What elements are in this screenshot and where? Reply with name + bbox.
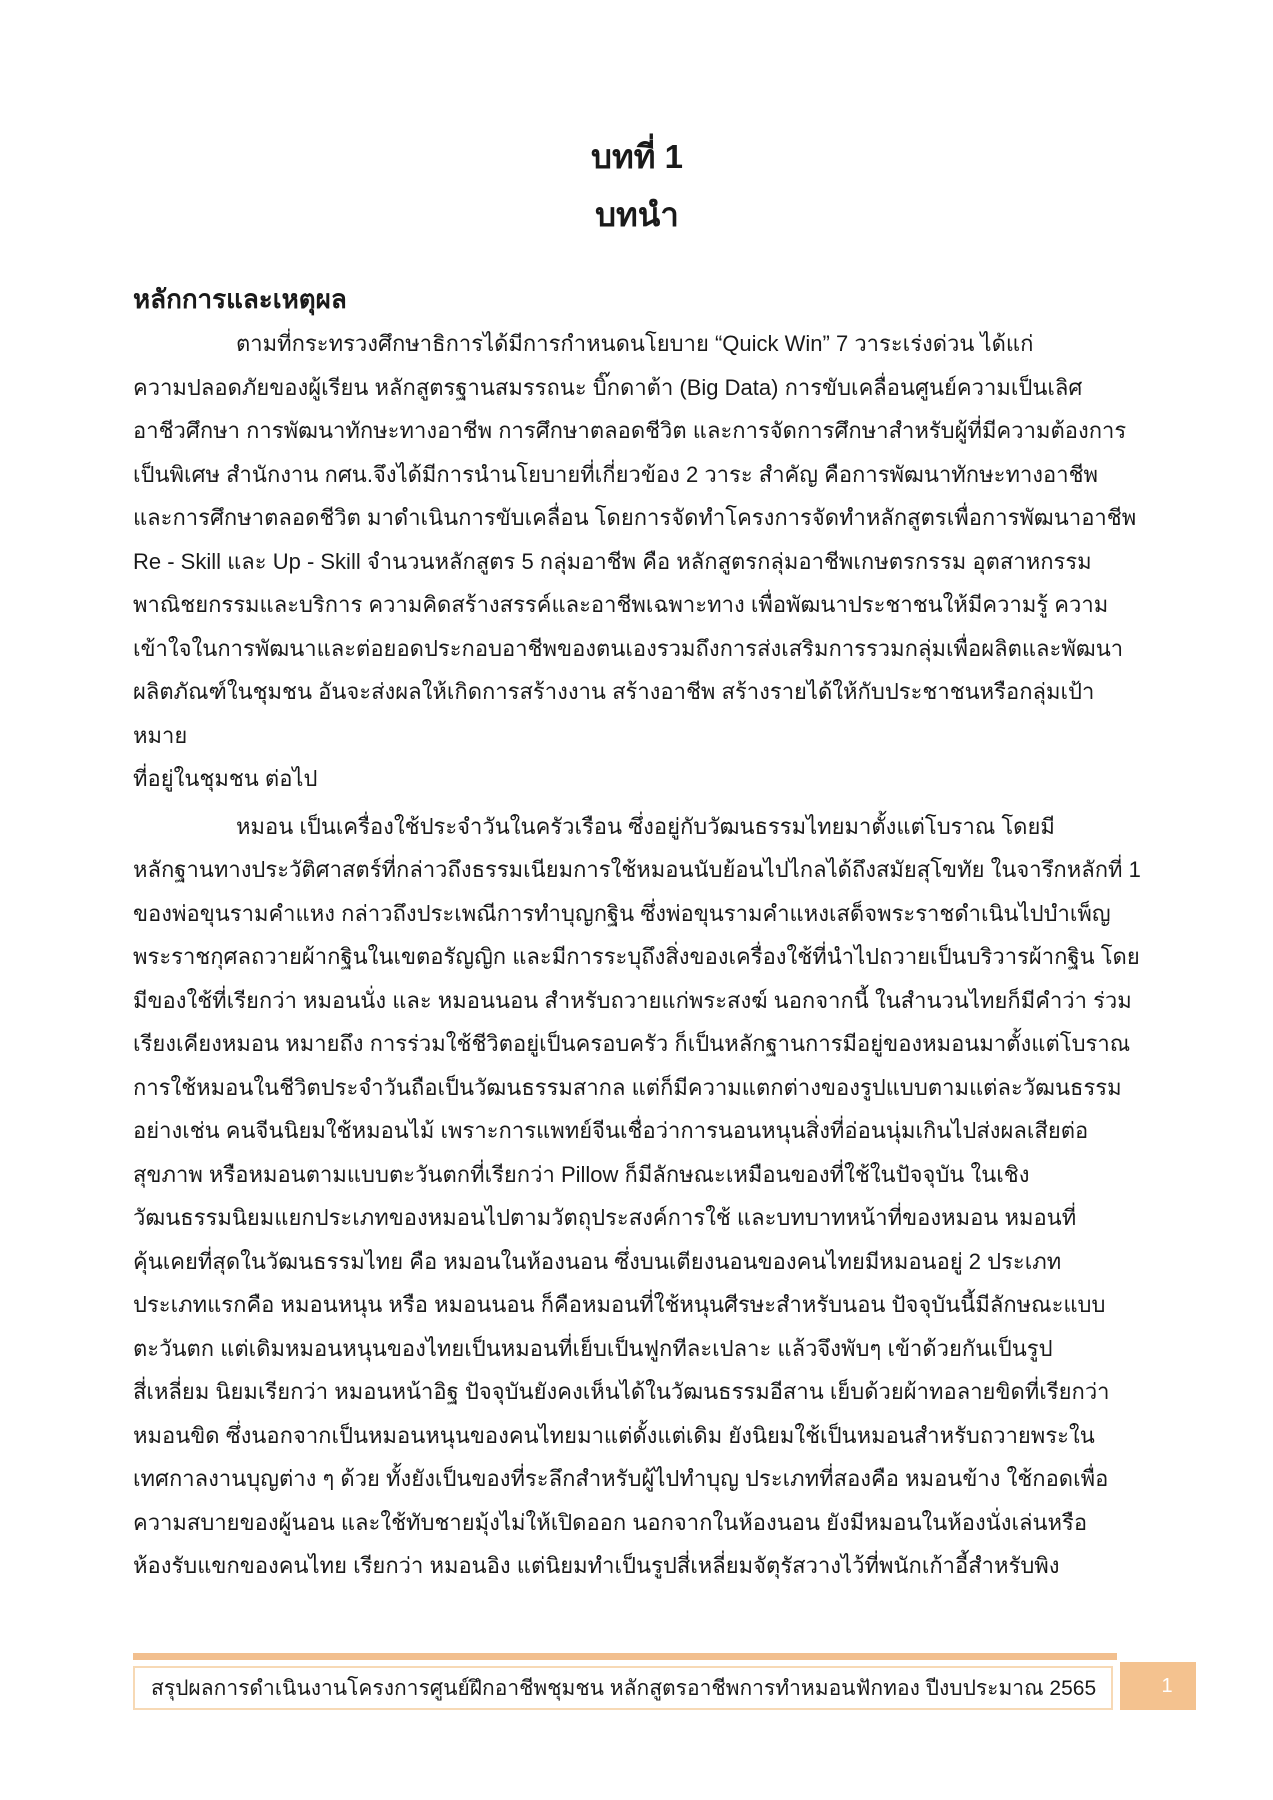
- text-line: อย่างเช่น คนจีนนิยมใช้หมอนไม้ เพราะการแพทย์จีนเชื่อว่าการนอนหนุนสิ่งที่อ่อนนุ่มเกินไปส่งผลเสียต่อ: [133, 1118, 1089, 1143]
- text-line: ที่อยู่ในชุมชน ต่อไป: [133, 766, 318, 791]
- text-line: ห้องรับแขกของคนไทย เรียกว่า หมอนอิง แต่นิยมทำเป็นรูปสี่เหลี่ยมจัตุรัสวางไว้ที่พนักเก้าอี้สำหรับพิง: [133, 1553, 1060, 1578]
- page-number-badge: [1120, 1662, 1196, 1710]
- text-line: สุขภาพ หรือหมอนตามแบบตะวันตกที่เรียกว่า Pillow ก็มีลักษณะเหมือนของที่ใช้ในปัจจุบัน ในเชิง: [133, 1161, 1030, 1187]
- text-line: เทศกาลงานบุญต่าง ๆ ด้วย ทั้งยังเป็นของที่ระลึกสำหรับผู้ไปทำบุญ ประเภทที่สองคือ หมอนข้าง ใช้กอดเพื่อ: [133, 1466, 1109, 1491]
- text-line: เรียงเคียงหมอน หมายถึง การร่วมใช้ชีวิตอยู่เป็นครอบครัว ก็เป็นหลักฐานการมีอยู่ของหมอนมาตั้งแต่โบราณ: [133, 1031, 1131, 1056]
- text-line: ความสบายของผู้นอน และใช้ทับชายมุ้งไม่ให้เปิดออก นอกจากในห้องนอน ยังมีหมอนในห้องนั่งเล่นหรือ: [133, 1509, 1088, 1535]
- footer-divider-bar: [133, 1653, 1117, 1660]
- text-line: เป็นพิเศษ สำนักงาน กศน.จึงได้มีการนำนโยบายที่เกี่ยวข้อง 2 วาระ สำคัญ คือการพัฒนาทักษะทางอาชีพ: [133, 461, 1099, 487]
- text-line: ประเภทแรกคือ หมอนหนุน หรือ หมอนนอน ก็คือหมอนที่ใช้หนุนศีรษะสำหรับนอน ปัจจุบันนี้มีลักษณะแบบ: [133, 1292, 1106, 1317]
- chapter-title: บทที่ 1: [591, 138, 683, 175]
- text-line: และการศึกษาตลอดชีวิต มาดำเนินการขับเคลื่อน โดยการจัดทำโครงการจัดทำหลักสูตรเพื่อการพัฒนาอาชีพ: [133, 505, 1137, 530]
- text-line: สี่เหลี่ยม นิยมเรียกว่า หมอนหน้าอิฐ ปัจจุบันยังคงเห็นได้ในวัฒนธรรมอีสาน เย็บด้วยผ้าทอลายขิดที่เรียกว่า: [133, 1379, 1110, 1404]
- text-line: พระราชกุศลถวายผ้ากฐินในเขตอรัญญิก และมีการระบุถึงสิ่งของเครื่องใช้ที่นำไปถวายเป็นบริวารผ้ากฐิน โดย: [133, 944, 1140, 969]
- text-line: อาชีวศึกษา การพัฒนาทักษะทางอาชีพ การศึกษาตลอดชีวิต และการจัดการศึกษาสำหรับผู้ที่มีความต้องการ: [133, 418, 1127, 443]
- text-line: ความปลอดภัยของผู้เรียน หลักสูตรฐานสมรรถนะ บิ๊กดาต้า (Big Data) การขับเคลื่อนศูนย์ความเป็นเลิศ: [133, 374, 1083, 400]
- text-line: ตะวันตก แต่เดิมหมอนหนุนของไทยเป็นหมอนที่เย็บเป็นฟูกทีละเปลาะ แล้วจึงพับๆ เข้าด้วยกันเป็นรูป: [133, 1335, 1053, 1361]
- text-line: คุ้นเคยที่สุดในวัฒนธรรมไทย คือ หมอนในห้องนอน ซึ่งบนเตียงนอนของคนไทยมีหมอนอยู่ 2 ประเภท: [133, 1248, 1062, 1274]
- text-line: เข้าใจในการพัฒนาและต่อยอดประกอบอาชีพของตนเองรวมถึงการส่งเสริมการรวมกลุ่มเพื่อผลิตและพัฒนา: [133, 635, 1124, 661]
- text-line: ของพ่อขุนรามคำแหง กล่าวถึงประเพณีการทำบุญกฐิน ซึ่งพ่อขุนรามคำแหงเสด็จพระราชดำเนินไปบำเพ็ญ: [133, 900, 1111, 926]
- paragraph-pillow-history: [133, 805, 1141, 1588]
- section-heading: หลักการและเหตุผล: [133, 284, 347, 314]
- footer-box: [133, 1666, 1113, 1710]
- page-content: [133, 128, 1141, 1588]
- footer-text: สรุปผลการดำเนินงานโครงการศูนย์ฝึกอาชีพชุมชน หลักสูตรอาชีพการทำหมอนฟักทอง ปีงบประมาณ 2565: [151, 1676, 1097, 1700]
- text-line: ผลิตภัณฑ์ในชุมชน อันจะส่งผลให้เกิดการสร้างงาน สร้างอาชีพ สร้างรายได้ให้กับประชาชนหรือกลุ่มเป้าหมาย: [133, 679, 1095, 748]
- text-line: การใช้หมอนในชีวิตประจำวันถือเป็นวัฒนธรรมสากล แต่ก็มีความแตกต่างของรูปแบบตามแต่ละวัฒนธรรม: [133, 1074, 1122, 1100]
- text-line: หมอน เป็นเครื่องใช้ประจำวันในครัวเรือน ซึ่งอยู่กับวัฒนธรรมไทยมาตั้งแต่โบราณ โดยมี: [236, 813, 1055, 839]
- text-line: ตามที่กระทรวงศึกษาธิการได้มีการกำหนดนโยบาย “Quick Win” 7 วาระเร่งด่วน ได้แก่: [236, 331, 1034, 356]
- text-line: หมอนขิด ซึ่งนอกจากเป็นหมอนหนุนของคนไทยมาแต่ดั้งแต่เดิม ยังนิยมใช้เป็นหมอนสำหรับถวายพระใน: [133, 1422, 1095, 1448]
- text-line: พาณิชยกรรมและบริการ ความคิดสร้างสรรค์และอาชีพเฉพาะทาง เพื่อพัฒนาประชาชนให้มีความรู้ ความ: [133, 592, 1109, 617]
- text-line: Re - Skill และ Up - Skill จำนวนหลักสูตร 5 กลุ่มอาชีพ คือ หลักสูตรกลุ่มอาชีพเกษตรกรรม อุตสาหกรรม: [133, 548, 1092, 574]
- text-line: มีของใช้ที่เรียกว่า หมอนนั่ง และ หมอนนอน สำหรับถวายแก่พระสงฆ์ นอกจากนี้ ในสำนวนไทยก็มีคำว่า ร่วม: [133, 987, 1132, 1013]
- text-line: หลักฐานทางประวัติศาสตร์ที่กล่าวถึงธรรมเนียมการใช้หมอนนับย้อนไปไกลได้ถึงสมัยสุโขทัย ในจารึกหลักที่ 1: [133, 857, 1141, 882]
- text-line: วัฒนธรรมนิยมแยกประเภทของหมอนไปตามวัตถุประสงค์การใช้ และบทบาทหน้าที่ของหมอน หมอนที่: [133, 1205, 1077, 1230]
- paragraph-policy-quick-win: [133, 322, 1141, 801]
- chapter-subtitle: บทนำ: [595, 196, 679, 233]
- page-number: 1: [1161, 1674, 1173, 1697]
